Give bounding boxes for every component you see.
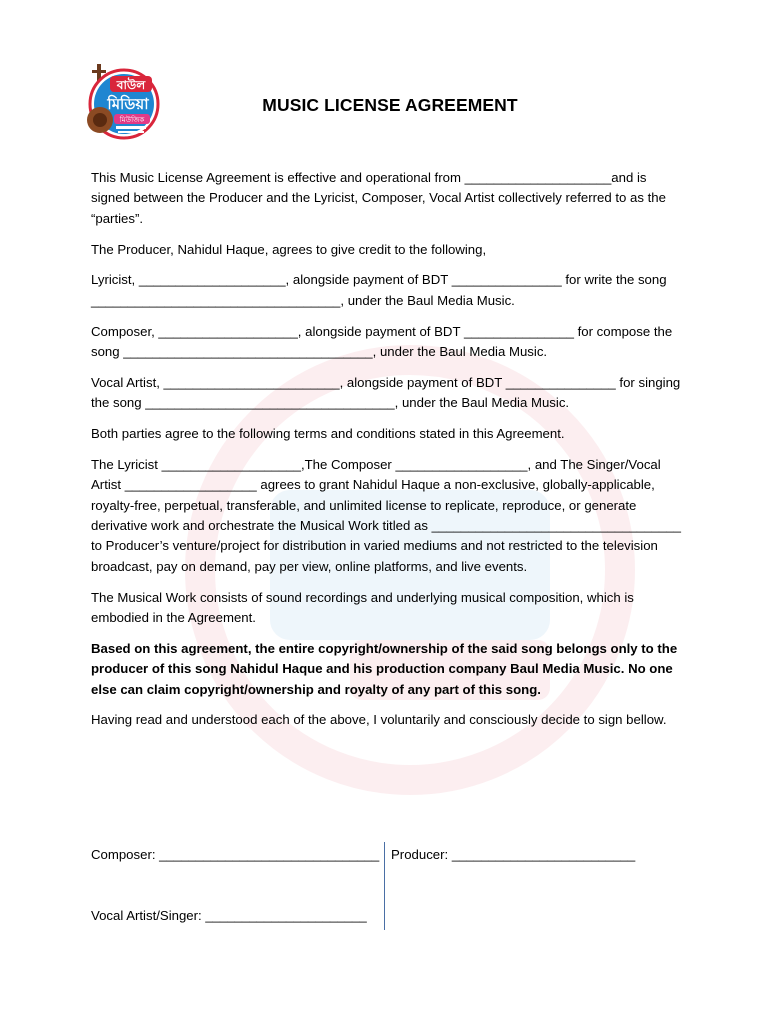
paragraph-vocal-artist: Vocal Artist, ________________________, alongside payment of BDT _______________ for singing the song __________________________________, under the Baul Media Music. <box>91 374 681 411</box>
logo-line2: মিডিয়া <box>107 95 149 113</box>
composer-signature-line: Composer: ______________________________ <box>91 847 380 862</box>
paragraph-musical-work: The Musical Work consists of sound recordings and underlying musical composition, which is embodied in the Agreement. <box>91 589 634 626</box>
document-body <box>91 168 686 741</box>
paragraph-copyright: Based on this agreement, the entire copyright/ownership of the said song belongs only to the producer of this song Nahidul Haque and his production company Baul Media Music. No one else can claim copyright/ownership and royalty of any part of this song. <box>91 640 678 697</box>
document-title: MUSIC LICENSE AGREEMENT <box>262 95 518 115</box>
paragraph-closing: Having read and understood each of the above, I voluntarily and consciously decide to sign bellow. <box>91 712 667 728</box>
producer-signature-line: Producer: _________________________ <box>391 847 636 862</box>
logo-line1: বাউল <box>116 78 146 92</box>
paragraph-effective-date: This Music License Agreement is effective and operational from ____________________and is signed between the Producer and the Lyricist, Composer, Vocal Artist collectively referred to as the “parties”. <box>91 170 666 226</box>
paragraph-composer: Composer, ___________________, alongside payment of BDT _______________ for compose the song __________________________________, under the Baul Media Music. <box>91 323 673 360</box>
paragraph-license-grant: The Lyricist ___________________,The Composer __________________, and The Singer/Vocal Artist __________________ agrees to grant Nahidul Haque a non-exclusive, globally-applicable, royalty-free, perpetual, transferable, and unlimited license to replicate, reproduce, or generate derivative work and orchestrate the Musical Work titled as __________________________________ to Producer’s venture/project for distribution in varied mediums and not restricted to the television broadcast, pay on demand, pay per view, online platforms, and live events. <box>91 456 681 574</box>
paragraph-credit: The Producer, Nahidul Haque, agrees to give credit to the following, <box>91 241 487 257</box>
paragraph-lyricist: Lyricist, ____________________, alongside payment of BDT _______________ for write the song __________________________________, under the Baul Media Music. <box>91 272 667 308</box>
paragraph-terms: Both parties agree to the following terms and conditions stated in this Agreement. <box>91 426 565 442</box>
vocal-artist-signature-line: Vocal Artist/Singer: ______________________ <box>91 908 367 923</box>
signature-divider <box>384 842 385 930</box>
logo-line3: মিউজিক <box>119 116 145 124</box>
